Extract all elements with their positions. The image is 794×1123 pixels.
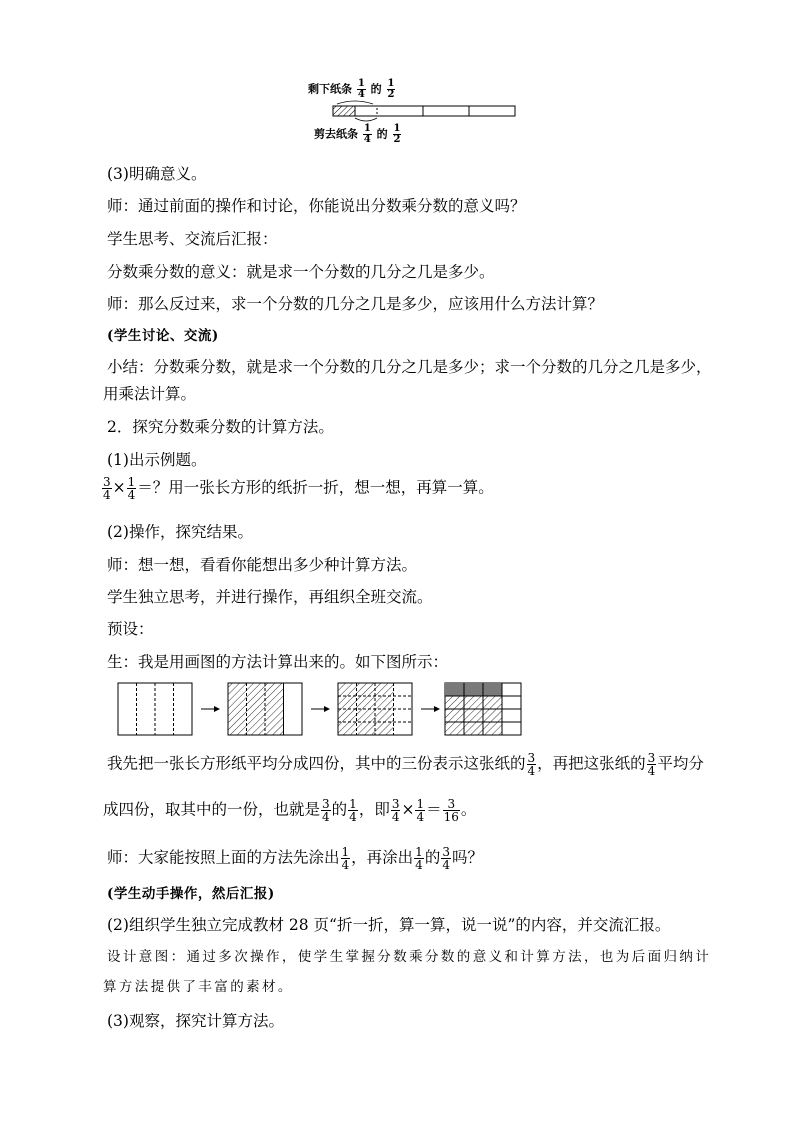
preset-label: 预设： [107,620,154,638]
meaning-definition: 分数乘分数的意义：就是求一个分数的几分之几是多少。 [107,263,495,281]
show-example: (1)出示例题。 [107,451,207,469]
teacher-question: 师：通过前面的操作和讨论，你能说出分数乘分数的意义吗？ [107,197,526,215]
students-think: 学生独立思考，并进行操作，再组织全班交流。 [107,588,433,606]
heading-clarify-meaning: (3)明确意义。 [107,165,207,183]
teacher-question-2: 师：那么反过来，求一个分数的几分之几是多少，应该用什么方法计算？ [107,295,604,313]
explanation-line-1: 我先把一张长方形纸平均分成四份，其中的三份表示这张纸的 $\frac{3}{4}$ ，再把这张纸的 $\frac{3}{4}$ 平均分 [107,751,704,778]
summary-line-2: 用乘法计算。 [103,385,197,403]
fraction-3-4: $\frac{3}{4}$ [322,797,330,824]
section-heading-2: 2．探究分数乘分数的计算方法。 [107,418,334,436]
fraction-1-4: $\frac{1}{4}$ [341,845,350,872]
step-2-rectangle [228,683,302,735]
students-report: 学生思考、交流后汇报： [107,230,278,248]
operate-explore: (2)操作，探究结果。 [107,523,253,541]
fraction-1-4: $\frac{1}{4}$ [415,845,423,872]
fraction: $\frac{1}{4}$ [357,78,365,100]
fraction-3-4: $\frac{3}{4}$ [647,751,656,778]
fraction-3-4: $\frac{3}{4}$ [527,751,536,778]
fraction-3-4: $\frac{3}{4}$ [442,845,450,872]
fraction-3-4: $\frac{3}{4}$ [391,797,400,824]
caption-cut-strip: 剪去纸条 $\frac{1}{4}$ 的 $\frac{1}{2}$ [314,123,401,145]
teacher-prompt: 师：想一想，看看你能想出多少种计算方法。 [107,556,418,574]
fraction-1-4: $\frac{1}{4}$ [349,797,357,824]
fraction-3-16: $\frac{3}{16}$ [443,797,459,824]
fraction-1-4: $\frac{1}{4}$ [416,797,425,824]
design-intent-line-2: 算方法提供了丰富的素材。 [103,979,294,995]
observe-explore: (3)观察，探究计算方法。 [107,1012,284,1030]
textbook-task: (2)组织学生独立完成教材 28 页“折一折，算一算，说一说”的内容，并交流汇报。 [107,916,671,934]
caption-text: 剩下纸条 [308,82,352,96]
caption-remaining-strip: 剩下纸条 $\frac{1}{4}$ 的 $\frac{1}{2}$ [308,78,395,100]
example-problem: $\frac{3}{4}$ × $\frac{1}{4}$ ＝？用一张长方形的纸折一折，想一想，再算一算。 [103,475,494,502]
step-4-rectangle [445,683,521,735]
fraction: $\frac{1}{4}$ [363,123,371,145]
fraction: $\frac{1}{2}$ [393,123,401,145]
fraction-3-4: $\frac{3}{4}$ [103,475,111,502]
teacher-task: 师：大家能按照上面的方法先涂出 $\frac{1}{4}$ ，再涂出 $\frac{1}{4}$ 的 $\frac{3}{4}$ 吗？ [107,845,483,872]
design-intent-line-1: 设计意图：通过多次操作，使学生掌握分数乘分数的意义和计算方法，也为后面归纳计 [107,949,712,965]
step-3-rectangle [338,683,412,735]
student-discussion-note: (学生讨论、交流) [107,328,219,344]
student-operation-note: (学生动手操作，然后汇报) [107,886,275,902]
step-1-rectangle [118,683,192,735]
fraction-area-diagram [115,680,535,740]
fraction-1-4: $\frac{1}{4}$ [127,475,136,502]
caption-text: 剪去纸条 [314,127,358,141]
summary-line-1: 小结：分数乘分数，就是求一个分数的几分之几是多少；求一个分数的几分之几是多少， [107,358,712,376]
fraction: $\frac{1}{2}$ [387,78,395,100]
explanation-line-2: 成四份，取其中的一份，也就是 $\frac{3}{4}$ 的 $\frac{1}{4}$ ，即 $\frac{3}{4}$ × $\frac{1}{4}$ ＝ $\frac{3}{16}$ 。 [103,797,477,824]
student-answer: 生：我是用画图的方法计算出来的。如下图所示： [107,653,449,671]
